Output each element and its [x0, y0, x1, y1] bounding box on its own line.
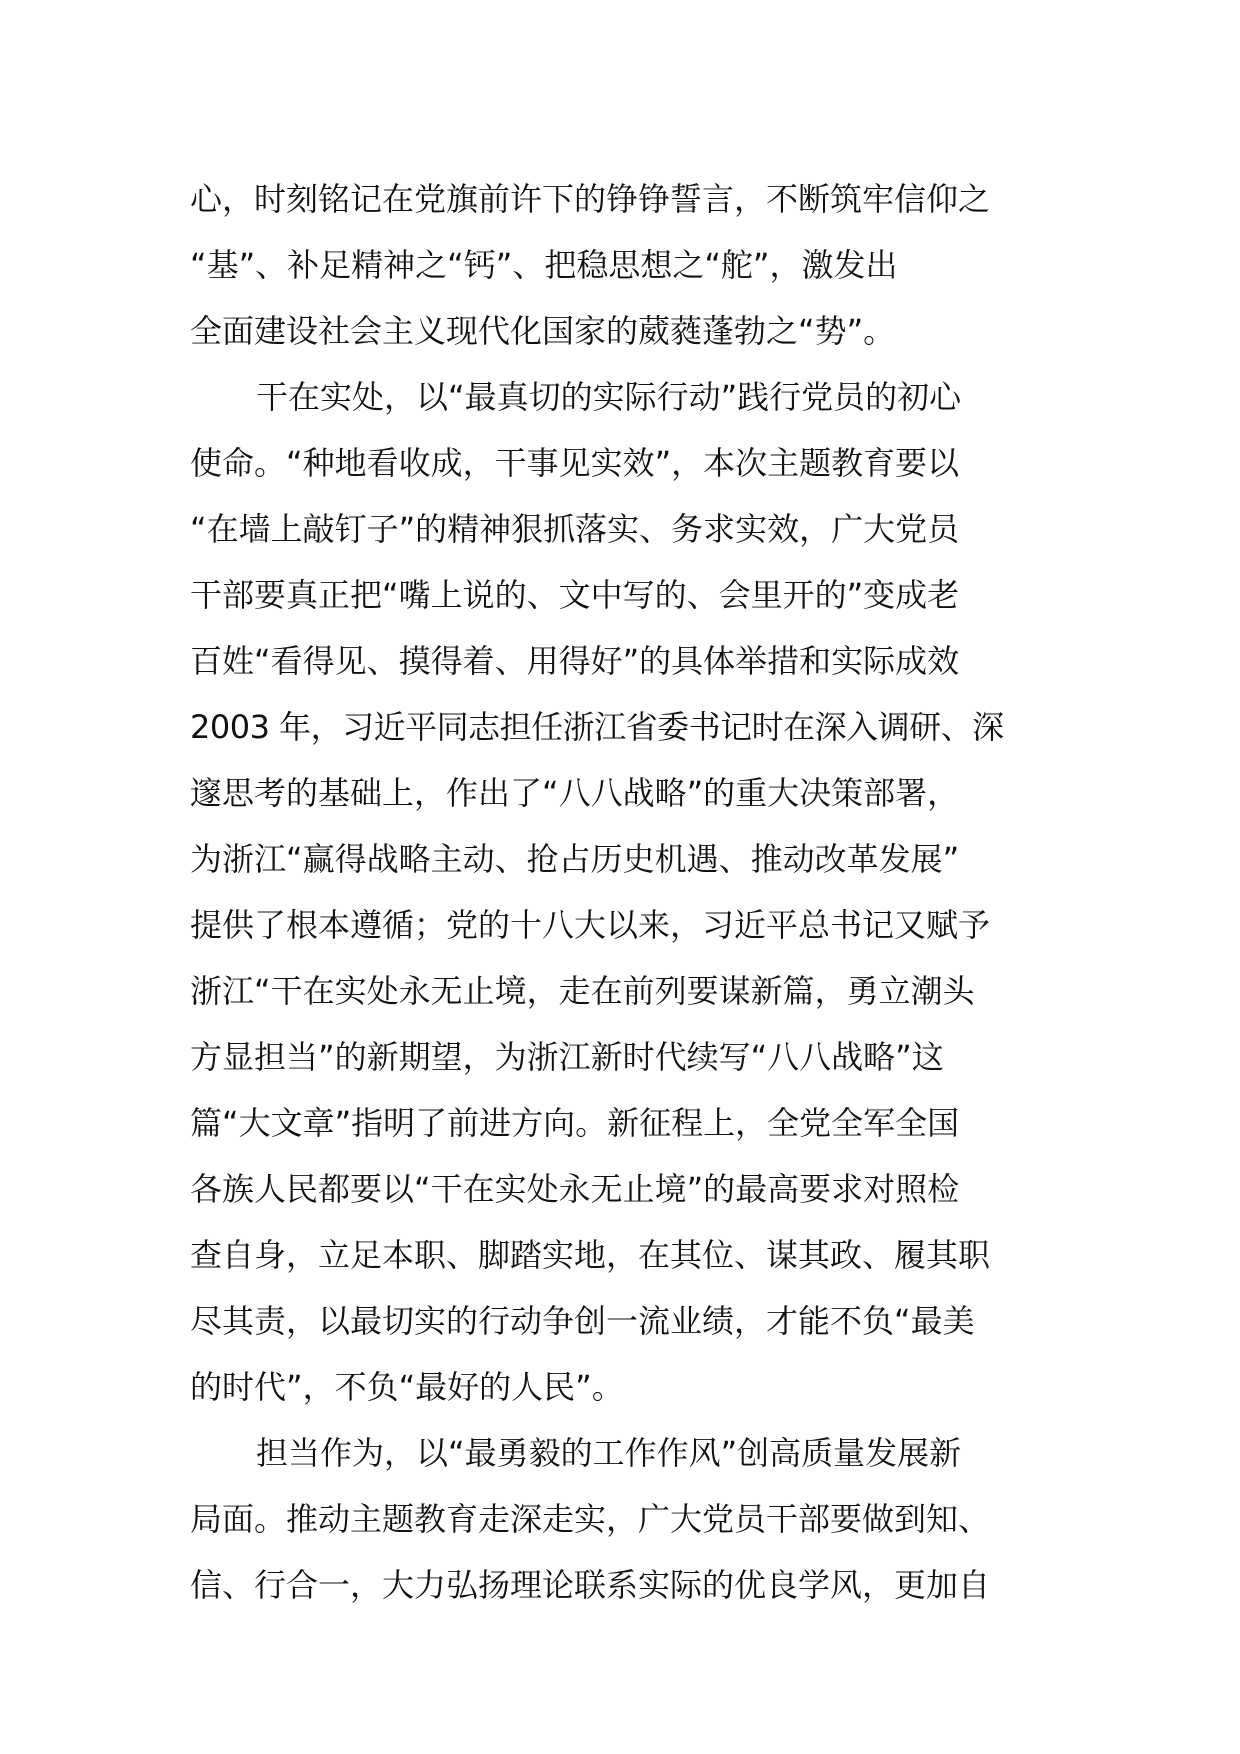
text-line: 为浙江“赢得战略主动、抢占历史机遇、推动改革发展” [190, 840, 960, 878]
text-line: 查自身，立足本职、脚踏实地，在其位、谋其政、履其职 [190, 1236, 991, 1274]
paragraph-start-line: 干在实处，以“最真切的实际行动”践行党员的初心 [256, 378, 962, 416]
text-line: 各族人民都要以“干在实处永无止境”的最高要求对照检 [190, 1170, 960, 1208]
document-body [190, 166, 1050, 1618]
text-line: 局面。推动主题教育走深走实，广大党员干部要做到知、 [190, 1500, 991, 1538]
text-line: 全面建设社会主义现代化国家的葳蕤蓬勃之“势”。 [190, 312, 896, 350]
text-line: 心，时刻铭记在党旗前许下的铮铮誓言，不断筑牢信仰之 [190, 180, 991, 218]
text-line: 百姓“看得见、摸得着、用得好”的具体举措和实际成效 [190, 642, 960, 680]
text-line: 篇“大文章”指明了前进方向。新征程上，全党全军全国 [190, 1104, 960, 1142]
text-line: 尽其责，以最切实的行动争创一流业绩，才能不负“最美 [190, 1302, 975, 1340]
text-line: 2003 年，习近平同志担任浙江省委书记时在深入调研、深 [190, 708, 1004, 746]
text-line: “在墙上敲钉子”的精神狠抓落实、务求实效，广大党员 [190, 510, 960, 548]
text-line: 使命。“种地看收成，干事见实效”，本次主题教育要以 [190, 444, 960, 482]
text-line: 的时代”，不负“最好的人民”。 [190, 1368, 624, 1406]
text-line: 浙江“干在实处永无止境，走在前列要谋新篇，勇立潮头 [190, 972, 975, 1010]
text-line: 方显担当”的新期望，为浙江新时代续写“八八战略”这 [190, 1038, 944, 1076]
text-line: 信、行合一，大力弘扬理论联系实际的优良学风，更加自 [190, 1566, 991, 1604]
paragraph-start-line: 担当作为，以“最勇毅的工作作风”创高质量发展新 [256, 1434, 962, 1472]
text-line: “基”、补足精神之“钙”、把稳思想之“舵”，激发出 [190, 246, 898, 284]
text-line: 干部要真正把“嘴上说的、文中写的、会里开的”变成老 [190, 576, 960, 614]
text-line: 提供了根本遵循；党的十八大以来，习近平总书记又赋予 [190, 906, 991, 944]
text-line: 邃思考的基础上，作出了“八八战略”的重大决策部署， [190, 774, 960, 812]
